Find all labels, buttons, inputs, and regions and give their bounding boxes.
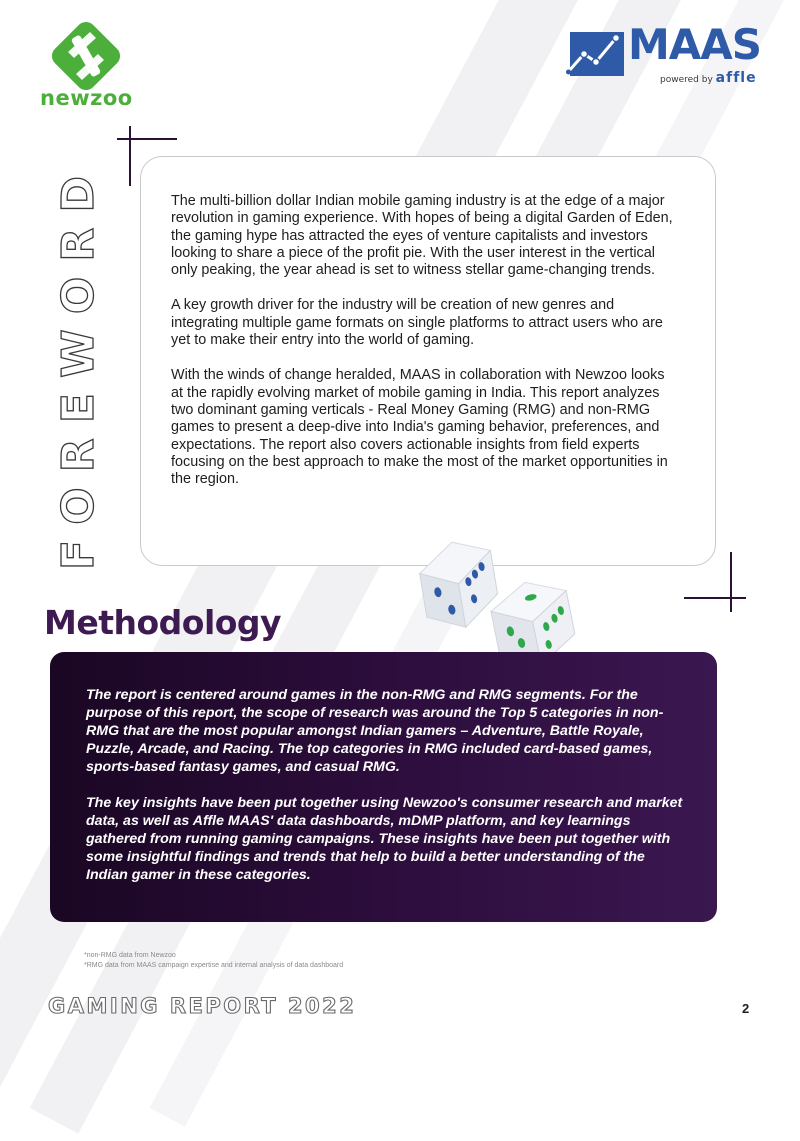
report-title-footer: GAMING REPORT 2022 xyxy=(48,994,357,1018)
crosshair-decoration xyxy=(684,597,746,599)
footnote: *non-RMG data from Newzoo xyxy=(84,952,176,959)
affle-wordmark: affle xyxy=(715,70,757,86)
newzoo-wordmark: newzoo xyxy=(40,86,133,110)
dice-illustration xyxy=(410,528,590,668)
methodology-box xyxy=(50,652,717,922)
crosshair-decoration xyxy=(730,552,732,612)
methodology-title: Methodology xyxy=(44,603,282,642)
svg-text:FOREWORD: FOREWORD xyxy=(53,176,104,570)
maas-powered-by xyxy=(660,70,757,86)
crosshair-decoration xyxy=(117,138,177,140)
foreword-vertical-heading xyxy=(53,172,104,570)
foreword-card xyxy=(140,156,716,566)
page-number: 2 xyxy=(742,1001,750,1016)
maas-tagline: powered by xyxy=(660,75,713,85)
maas-logo-icon xyxy=(566,28,628,80)
crosshair-decoration xyxy=(129,126,131,186)
foreword-paragraph: The multi-billion dollar Indian mobile gaming industry is at the edge of a major revolution in gaming experience. With hopes of being a digital Garden of Eden, the gaming hype has attracted the eyes of venture capitalists and investors looking to share a piece of the profit pie. With the user interest in the vertical only peaking, the year ahead is set to witness stellar game-changing trends. xyxy=(171,193,673,279)
foreword-paragraph: A key growth driver for the industry will be creation of new genres and integrating multiple game formats on single platforms to attract users who are yet to make their entry into the world of gaming. xyxy=(171,297,663,349)
methodology-paragraph: The key insights have been put together using Newzoo's consumer research and market data, as well as Affle MAAS' data dashboards, mDMP platform, and key learnings gathered from running gaming campaigns. These insights have been put together with some insightful findings and trends that help to build a better understanding of the Indian gamer in these categories. xyxy=(86,795,683,883)
foreword-paragraph: With the winds of change heralded, MAAS in collaboration with Newzoo looks at the rapidly evolving market of mobile gaming in India. This report analyzes two dominant gaming verticals - Real Money Gaming (RMG) and non-RMG games to present a deep-dive into India's gaming behavior, preferences, and expectations. The report also covers actionable insights from field experts focusing on the best approach to make the most of the market opportunities in the region. xyxy=(171,367,668,488)
footnote: *RMG data from MAAS campaign expertise and internal analysis of data dashboard xyxy=(84,962,344,969)
maas-wordmark: MAAS xyxy=(628,20,762,69)
methodology-paragraph: The report is centered around games in the non-RMG and RMG segments. For the purpose of this report, the scope of research was around the Top 5 categories in non-RMG that are the most popular amongst Indian gamers – Adventure, Battle Royale, Puzzle, Arcade, and Racing. The top categories in RMG included card-based games, sports-based fantasy games, and casual RMG. xyxy=(86,687,664,775)
